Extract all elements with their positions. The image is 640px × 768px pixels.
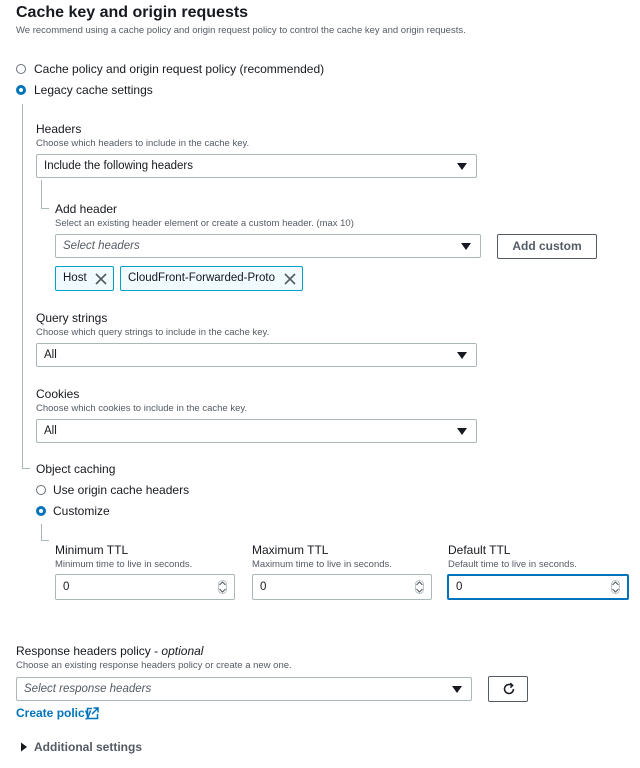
response-headers-placeholder: Select response headers <box>24 683 152 695</box>
radio-indicator[interactable] <box>16 64 26 74</box>
minimum-ttl-label: Minimum TTL <box>55 543 129 557</box>
cookies-select-value: All <box>44 425 57 437</box>
radio-indicator[interactable] <box>36 485 46 495</box>
radio-cache-policy[interactable] <box>16 62 336 76</box>
section-title: Cache key and origin requests <box>16 4 249 21</box>
default-ttl-description: Default time to live in seconds. <box>448 559 577 570</box>
create-policy-link[interactable] <box>16 705 116 721</box>
close-icon[interactable] <box>95 273 107 285</box>
close-icon[interactable] <box>284 273 296 285</box>
tree-line <box>22 468 30 469</box>
radio-cache-policy-label: Cache policy and origin request policy (recommended) <box>34 62 325 76</box>
headers-description: Choose which headers to include in the cache key. <box>36 138 250 149</box>
token-host <box>55 266 114 291</box>
caret-down-icon <box>461 243 471 250</box>
caret-down-icon <box>457 163 467 170</box>
section-description: We recommend using a cache policy and origin request policy to control the cache key and origin requests. <box>16 25 466 36</box>
minimum-ttl-value: 0 <box>63 581 70 593</box>
headers-label: Headers <box>36 122 82 136</box>
response-headers-description: Choose an existing response headers policy or create a new one. <box>16 660 292 671</box>
tree-line <box>41 524 42 540</box>
maximum-ttl-value: 0 <box>260 581 267 593</box>
token-label: Host <box>63 272 87 284</box>
spinner-icon[interactable] <box>218 580 227 594</box>
maximum-ttl-input[interactable] <box>252 574 432 600</box>
cookies-description: Choose which cookies to include in the cache key. <box>36 403 248 414</box>
radio-legacy-cache-label: Legacy cache settings <box>34 83 153 97</box>
query-strings-select[interactable] <box>36 343 477 367</box>
select-headers-placeholder: Select headers <box>63 240 140 252</box>
radio-use-origin-label: Use origin cache headers <box>53 483 190 497</box>
response-headers-select[interactable] <box>16 677 472 701</box>
token-cloudfront-forwarded-proto <box>120 266 303 291</box>
caret-down-icon <box>457 428 467 435</box>
caret-right-icon <box>20 742 28 752</box>
default-ttl-label: Default TTL <box>448 543 511 557</box>
refresh-icon <box>502 682 516 696</box>
query-strings-label: Query strings <box>36 311 108 325</box>
query-strings-description: Choose which query strings to include in the cache key. <box>36 327 270 338</box>
add-header-label: Add header <box>55 202 118 216</box>
tree-line <box>22 104 23 468</box>
spinner-icon[interactable] <box>415 580 424 594</box>
additional-settings-toggle[interactable] <box>20 740 160 756</box>
minimum-ttl-description: Minimum time to live in seconds. <box>55 559 193 570</box>
default-ttl-input[interactable] <box>447 574 629 600</box>
query-strings-select-value: All <box>44 349 57 361</box>
cookies-label: Cookies <box>36 387 80 401</box>
caret-down-icon <box>452 686 462 693</box>
caret-down-icon <box>457 352 467 359</box>
object-caching-label: Object caching <box>36 462 116 476</box>
radio-indicator[interactable] <box>36 506 46 516</box>
cookies-select[interactable] <box>36 419 477 443</box>
select-headers-input[interactable] <box>55 234 481 258</box>
tree-line <box>41 540 49 541</box>
radio-legacy-cache[interactable] <box>16 83 176 97</box>
refresh-button[interactable] <box>488 676 528 702</box>
spinner-icon[interactable] <box>611 580 620 594</box>
radio-customize-label: Customize <box>53 504 110 518</box>
tree-line <box>41 180 42 208</box>
maximum-ttl-description: Maximum time to live in seconds. <box>252 559 392 570</box>
additional-settings-label: Additional settings <box>34 740 142 754</box>
add-custom-button[interactable]: Add custom <box>497 234 597 259</box>
tree-line <box>41 208 49 209</box>
radio-use-origin-cache-headers[interactable] <box>36 483 206 497</box>
external-link-icon <box>86 707 99 720</box>
headers-select-value: Include the following headers <box>44 160 193 172</box>
response-headers-label: Response headers policy - optional <box>16 644 204 658</box>
optional-tag: optional <box>161 644 204 658</box>
add-header-description: Select an existing header element or create a custom header. (max 10) <box>55 218 354 229</box>
maximum-ttl-label: Maximum TTL <box>252 543 329 557</box>
radio-indicator[interactable] <box>16 85 26 95</box>
token-label: CloudFront-Forwarded-Proto <box>128 272 276 284</box>
create-policy-label: Create policy <box>16 706 92 720</box>
headers-select[interactable] <box>36 154 477 178</box>
default-ttl-value: 0 <box>456 581 463 593</box>
radio-customize[interactable] <box>36 504 156 518</box>
minimum-ttl-input[interactable] <box>55 574 235 600</box>
